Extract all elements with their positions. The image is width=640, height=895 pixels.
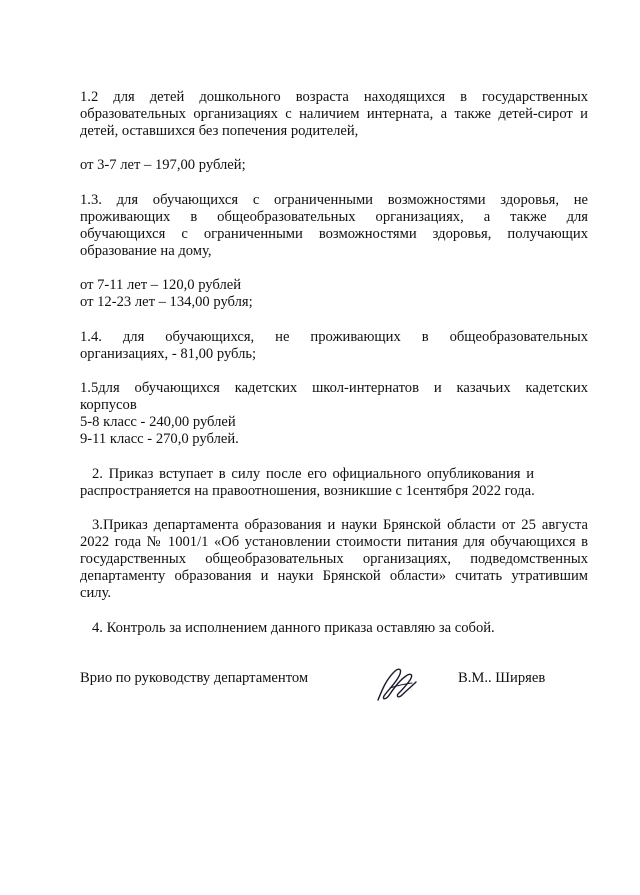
clause-1-2-price: от 3-7 лет – 197,00 рублей; (80, 157, 246, 173)
clause-1-2-line-2: образовательных организациях с наличием интерната, а также детей-сирот и (80, 106, 588, 122)
clause-1-3-price-1: от 7-11 лет – 120,0 рублей (80, 277, 242, 293)
clause-1-3-line-3: обучающихся с ограниченными возможностями здоровья, получающих (80, 226, 588, 242)
clause-3-line-1: 3.Приказ департамента образования и науки Брянской области от 25 августа (92, 517, 588, 533)
clause-3-line-4: департаменту образования и науки Брянской области» считать утратившим (80, 568, 588, 584)
signatory-position: Врио по руководству департаментом (80, 670, 309, 686)
clause-2-line-1: 2. Приказ вступает в силу после его официального опубликования и (92, 466, 534, 482)
clause-3-line-3: государственных общеобразовательных организациях, подведомственных (80, 551, 588, 567)
clause-1-2-line-3: детей, оставшихся без попечения родителей, (80, 123, 359, 139)
clause-1-2-line-1: 1.2 для детей дошкольного возраста находящихся в государственных (80, 89, 588, 105)
clause-1-3-line-1: 1.3. для обучающихся с ограниченными возможностями здоровья, не (80, 192, 588, 208)
signatory-name: В.М.. Ширяев (458, 670, 546, 686)
clause-1-5-price-1: 5-8 класс - 240,00 рублей (80, 414, 236, 430)
clause-3-line-2: 2022 года № 1001/1 «Об установлении стоимости питания для обучающихся в (80, 534, 588, 550)
clause-4: 4. Контроль за исполнением данного приказа оставляю за собой. (92, 620, 495, 636)
clause-1-3-price-2: от 12-23 лет – 134,00 рубля; (80, 294, 253, 310)
clause-1-4-line-1: 1.4. для обучающихся, не проживающих в общеобразовательных (80, 329, 588, 345)
clause-1-5-line-1: 1.5для обучающихся кадетских школ-интернатов и казачьих кадетских (80, 380, 588, 396)
clause-1-3-line-2: проживающих в общеобразовательных организациях, а также для (80, 209, 588, 225)
clause-2-line-2: распространяется на правоотношения, возникшие с 1сентября 2022 года. (80, 483, 535, 499)
clause-1-5-line-2: корпусов (80, 397, 137, 413)
clause-1-4-line-2: организациях, - 81,00 рубль; (80, 346, 257, 362)
clause-1-5-price-2: 9-11 класс - 270,0 рублей. (80, 431, 239, 447)
handwritten-signature (372, 660, 422, 710)
clause-1-3-line-4: образование на дому, (80, 243, 212, 259)
clause-3-line-5: силу. (80, 585, 112, 601)
